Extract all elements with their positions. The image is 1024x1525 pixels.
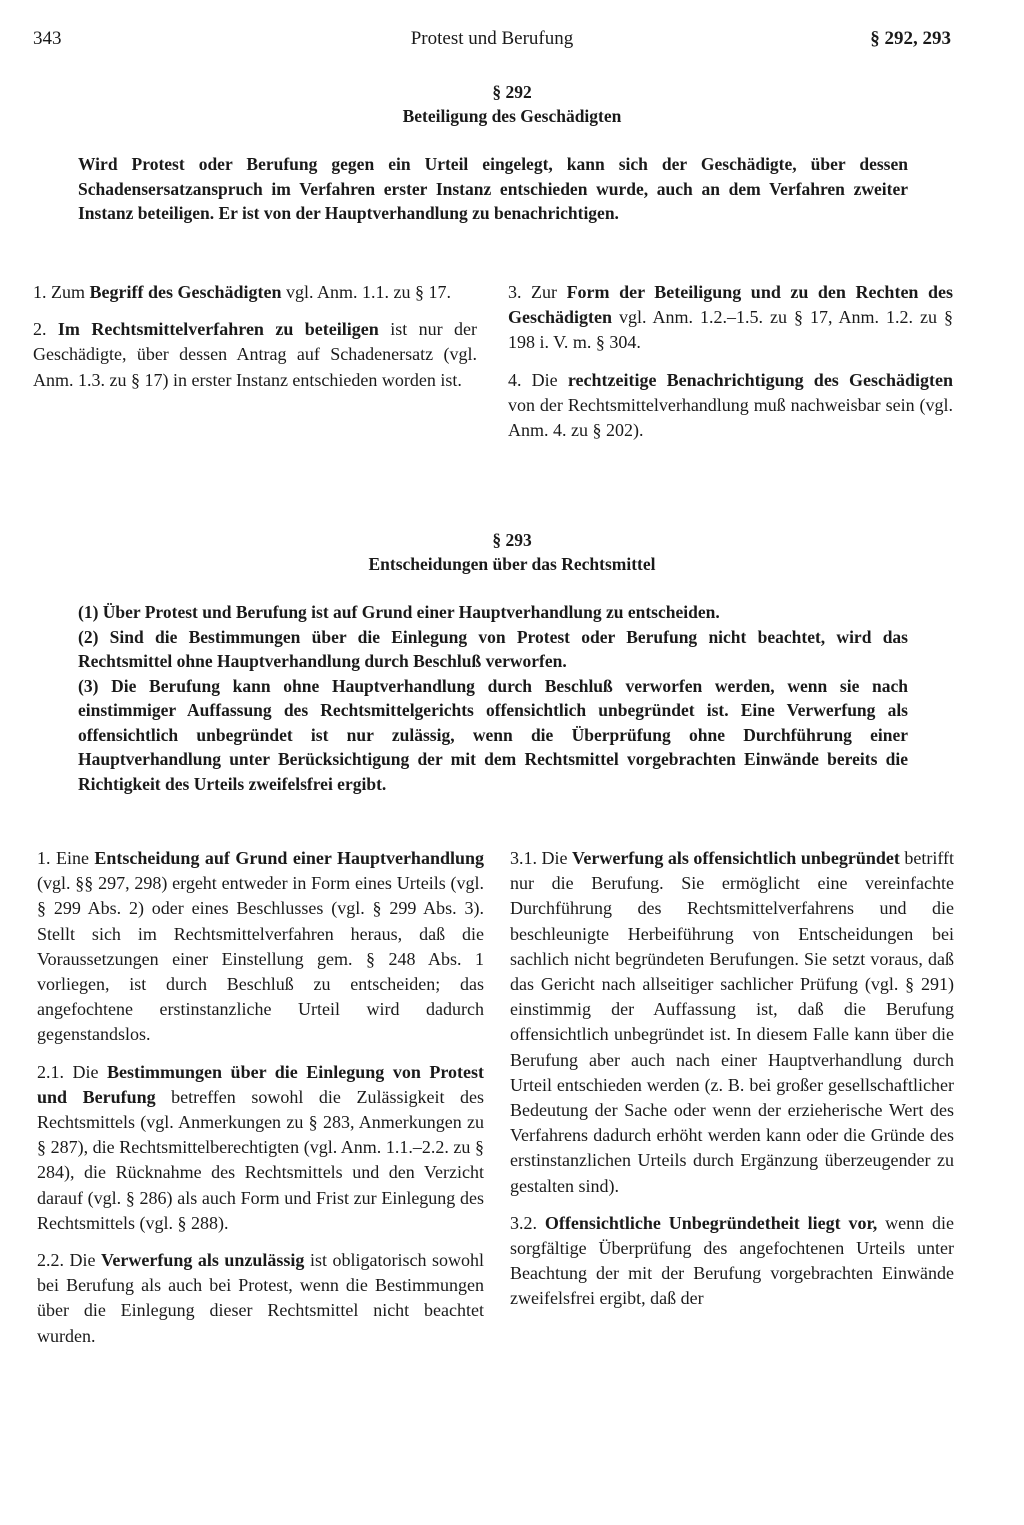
note-paragraph: 1. Zum Begriff des Geschädigten vgl. Anm. 1.1. zu § 17. (33, 282, 451, 302)
note-paragraph: 3.2. Offensichtliche Unbegründetheit liegt vor, wenn die sorgfältige Überprüfung des angefochtenen Urteils unter Beachtung der mit der Berufung vorgebrachten Einwände zweifelsfrei ergibt, daß der (510, 1212, 955, 1309)
section-range: § 292, 293 (870, 28, 951, 49)
law-paragraph: (3) Die Berufung kann ohne Hauptverhandlung durch Beschluß verworfen werden, wenn sie nach einstimmiger Auffassung des Rechtsmittelgerichts offensichtlich unbegründet ist. Eine Verwerfung als offensichtlich unbegründet ist nur zulässig, wenn die Überprüfung ohne Durchführung einer Hauptverhandlung unter Berücksichtigung der mit dem Rechtsmittel vorgebrachten Einwände bereits die Richtigkeit des Urteils zweifelsfrei ergibt. (78, 675, 908, 794)
section-292-law-text (78, 152, 908, 226)
page-number: 343 (33, 28, 62, 49)
law-paragraph: (2) Sind die Bestimmungen über die Einlegung von Protest oder Berufung nicht beachtet, wird das Rechtsmittel ohne Hauptverhandlung durch Beschluß verworfen. (78, 626, 908, 671)
section-292-heading (0, 80, 1024, 128)
note-paragraph: 2.1. Die Bestimmungen über die Einlegung von Protest und Berufung betreffen sowohl die Zulässigkeit des Rechtsmittels (vgl. Anmerkungen zu § 283, Anmerkungen zu § 287), die Rechtsmittelberechtigten (vgl. Anm. 1.1.–2.2. zu § 284), die Rücknahme des Rechtsmittels und den Verzicht darauf (vgl. § 286) als auch Form und Frist zur Einlegung des Rechtsmittels (vgl. § 288). (37, 1061, 484, 1233)
running-header (33, 28, 951, 54)
running-title: Protest und Berufung (410, 28, 574, 49)
section-293-notes-left (37, 846, 484, 1361)
note-paragraph: 3.1. Die Verwerfung als offensichtlich unbegründet betrifft nur die Berufung. Sie ermöglicht eine vereinfachte Durchführung des Rechtsmittelverfahrens und die beschleunigte Herbeiführung von Entscheidungen bei sachlich nicht begründeten Berufungen. Sie setzt voraus, daß das Gericht nach allseitiger sachlicher Prüfung (vgl. § 291) einstimmig der Auffassung ist, daß die Berufung offensichtlich unbegründet ist. In diesem Falle kann über die Berufung aber auch nach einer Hauptverhandlung durch Urteil entschieden werden (z. B. bei großer gesellschaftlicher Bedeutung der Sache oder wenn der erzieherische Wert des Verfahrens dadurch erhöht werden kann oder die Gründe des erstinstanzlichen Urteils durch Ergänzung überzeugender zu gestalten sind). (510, 848, 954, 1196)
section-number: § 292 (492, 82, 532, 102)
section-number: § 293 (492, 530, 532, 550)
section-293-heading (0, 528, 1024, 576)
section-title: Beteiligung des Geschädigten (402, 106, 622, 126)
section-292-notes-left (33, 280, 477, 405)
note-paragraph: 3. Zur Form der Beteiligung und zu den Rechten des Geschädigten vgl. Anm. 1.2.–1.5. zu § 17, Anm. 1.2. zu § 198 i. V. m. § 304. (508, 282, 953, 353)
law-paragraph: Wird Protest oder Berufung gegen ein Urteil eingelegt, kann sich der Geschädigte, über dessen Schadensersatzanspruch im Verfahren erster Instanz entschieden wurde, auch an dem Verfahren zweiter Instanz beteiligen. Er ist von der Hauptverhandlung zu benachrichtigen. (78, 154, 908, 223)
note-paragraph: 1. Eine Entscheidung auf Grund einer Hauptverhandlung (vgl. §§ 297, 298) ergeht entweder in Form eines Urteils (vgl. § 299 Abs. 2) oder eines Beschlusses (vgl. § 299 Abs. 3). Stellt sich im Rechtsmittelverfahren heraus, daß die Voraussetzungen einer Einstellung gem. § 248 Abs. 1 vorliegen, ist durch Beschluß zu entscheiden; das angefochtene erstinstanzliche Urteil wird dadurch gegenstandslos. (37, 848, 484, 1045)
note-paragraph: 2. Im Rechtsmittelverfahren zu beteiligen ist nur der Geschädigte, über dessen Antrag auf Schadenersatz (vgl. Anm. 1.3. zu § 17) in erster Instanz entschieden worden ist. (33, 319, 478, 390)
note-paragraph: 2.2. Die Verwerfung als unzulässig ist obligatorisch sowohl bei Berufung als auch bei Protest, wenn die Bestimmungen über die Einlegung dieser Rechtsmittel nicht beachtet wurden. (37, 1250, 484, 1346)
note-paragraph: 4. Die rechtzeitige Benachrichtigung des Geschädigten von der Rechtsmittelverhandlung muß nachweisbar sein (vgl. Anm. 4. zu § 202). (508, 369, 953, 441)
law-paragraph: (1) Über Protest und Berufung ist auf Grund einer Hauptverhandlung zu entscheiden. (78, 602, 720, 622)
section-292-notes-right (508, 280, 953, 455)
section-title: Entscheidungen über das Rechtsmittel (368, 554, 656, 574)
section-293-law-text (78, 600, 908, 796)
section-293-notes-right (510, 846, 954, 1324)
